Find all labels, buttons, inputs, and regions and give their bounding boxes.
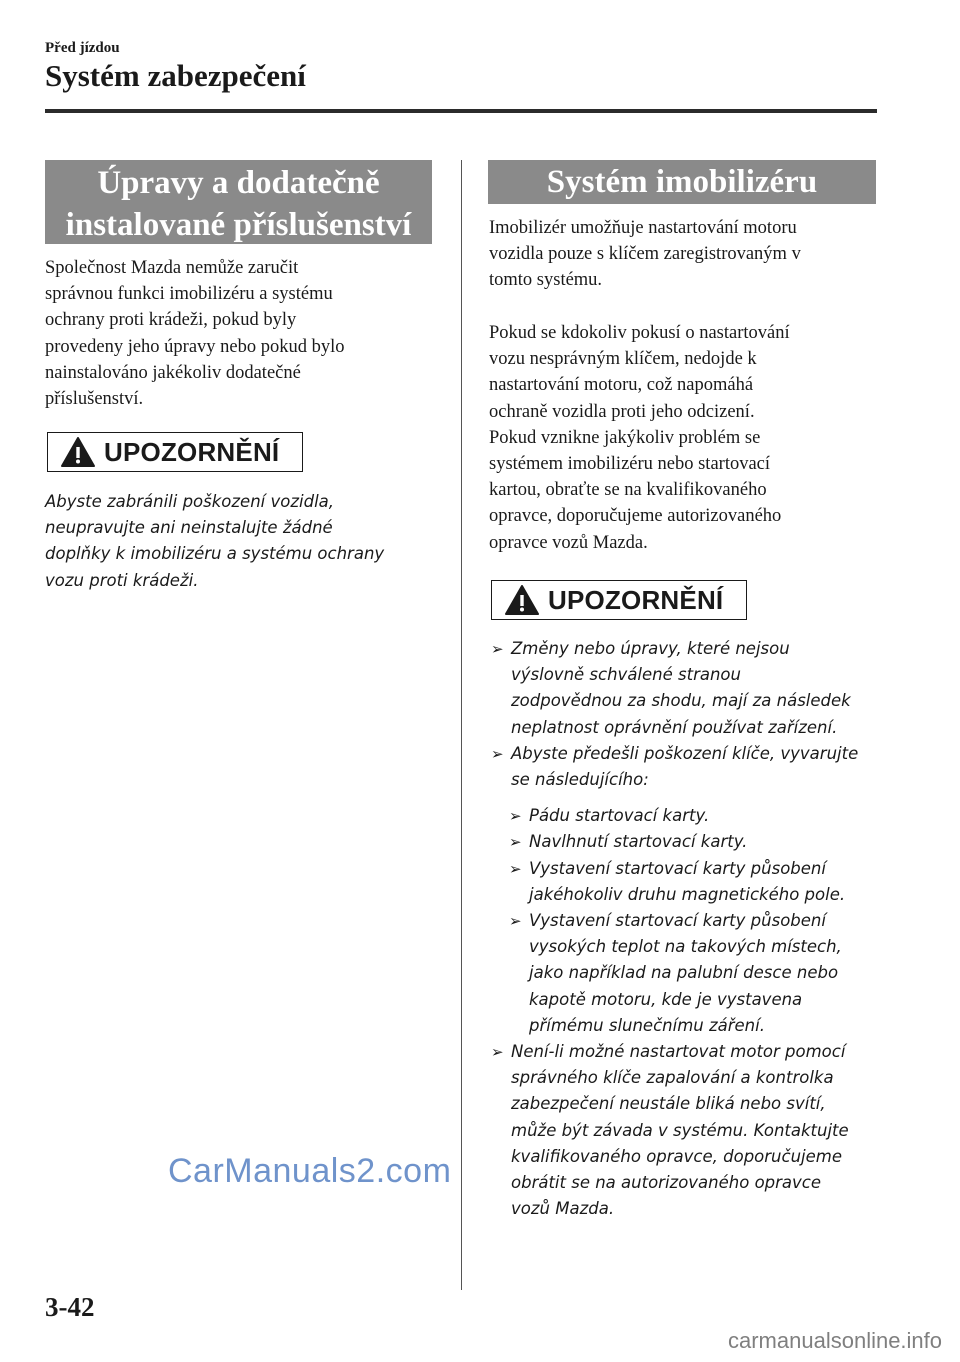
caution-bullet-list bbox=[491, 636, 886, 1222]
text-line: ochraně vozidla proti jeho odcizení. bbox=[489, 401, 755, 422]
text-line: jako například na palubní desce nebo bbox=[529, 963, 839, 983]
bullet-arrow-icon: ➢ bbox=[491, 640, 504, 658]
warning-icon bbox=[60, 436, 96, 468]
text-line: zodpovědnou za shodu, mají za následek bbox=[511, 691, 851, 711]
text-line: kartou, obraťte se na kvalifikovaného bbox=[489, 480, 767, 501]
bullet-arrow-icon: ➢ bbox=[509, 807, 522, 826]
text-line: provedeny jeho úpravy nebo pokud bylo bbox=[45, 336, 345, 357]
text-line: doplňky k imobilizéru a systému ochrany bbox=[45, 544, 385, 564]
sub-bullet-list bbox=[509, 803, 886, 1039]
text-line: vysokých teplot na takových místech, bbox=[529, 937, 842, 957]
text-line: Imobilizér umožňuje nastartování motoru bbox=[489, 218, 797, 238]
bullet-arrow-icon: ➢ bbox=[509, 912, 522, 931]
text-line: Abyste zabránili poškození vozidla, bbox=[45, 492, 335, 511]
text-line: Není-li možné nastartovat motor pomocí bbox=[511, 1042, 846, 1062]
column-divider bbox=[461, 160, 462, 1290]
bullet-arrow-icon: ➢ bbox=[491, 1043, 504, 1062]
text-line: neupravujte ani neinstalujte žádné bbox=[45, 518, 333, 538]
text-line: Pokud se kdokoliv pokusí o nastartování bbox=[489, 323, 790, 343]
caution-box-left bbox=[47, 432, 303, 472]
watermark-link[interactable]: CarManuals2.com bbox=[168, 1152, 452, 1190]
right-banner-title: Systém imobilizéru bbox=[546, 164, 818, 200]
text-line: zabezpečení neustále bliká nebo svítí, bbox=[511, 1094, 826, 1114]
text-line: správnou funkci imobilizéru a systému bbox=[45, 284, 333, 305]
bullet-arrow-icon: ➢ bbox=[509, 833, 522, 852]
text-line: vozů Mazda. bbox=[511, 1199, 615, 1219]
text-line: Vystavení startovací karty působení bbox=[529, 858, 826, 878]
text-line: kapotě motoru, kde je vystavena bbox=[529, 989, 803, 1009]
text-line: systémem imobilizéru nebo startovací bbox=[489, 454, 771, 475]
text-line: Abyste předešli poškození klíče, vyvarujte bbox=[511, 743, 859, 763]
text-line: Změny nebo úpravy, které nejsou bbox=[511, 639, 790, 658]
list-item bbox=[509, 829, 886, 855]
right-paragraph-1 bbox=[489, 215, 879, 294]
text-line: opravce, doporučujeme autorizovaného bbox=[489, 506, 782, 527]
bullet-arrow-icon: ➢ bbox=[491, 744, 504, 763]
right-paragraph-2 bbox=[489, 320, 879, 556]
left-banner-line-2: instalované příslušenství bbox=[65, 207, 412, 243]
page-title: Systém zabezpečení bbox=[45, 58, 306, 93]
text-line: může být závada v systému. Kontaktujte bbox=[511, 1120, 849, 1140]
list-item bbox=[491, 1039, 886, 1222]
text-line: neplatnost oprávnění používat zařízení. bbox=[511, 717, 838, 737]
list-item bbox=[509, 908, 886, 1039]
text-line: ochrany proti krádeži, pokud byly bbox=[45, 310, 297, 331]
text-line: Pokud vznikne jakýkoliv problém se bbox=[489, 427, 761, 448]
text-line: vozidla pouze s klíčem zaregistrovaným v bbox=[489, 244, 801, 265]
caution-label: UPOZORNĚNÍ bbox=[104, 436, 280, 467]
text-line: výslovně schválené stranou bbox=[511, 665, 741, 685]
text-line: kvalifikovaného opravce, doporučujeme bbox=[511, 1146, 842, 1166]
caution-box-right bbox=[491, 580, 747, 620]
text-line: Pádu startovací karty. bbox=[529, 806, 710, 826]
list-item bbox=[509, 803, 886, 829]
caution-label: UPOZORNĚNÍ bbox=[548, 584, 724, 615]
left-paragraph bbox=[45, 255, 445, 412]
text-line: jakéhokoliv druhu magnetického pole. bbox=[529, 884, 846, 904]
bullet-arrow-icon: ➢ bbox=[509, 859, 522, 878]
text-line: nastartování motoru, což napomáhá bbox=[489, 375, 754, 396]
right-section-banner bbox=[488, 160, 876, 204]
text-line: se následujícího: bbox=[511, 770, 649, 790]
list-item bbox=[509, 856, 886, 908]
text-line: Společnost Mazda nemůže zaručit bbox=[45, 258, 299, 278]
list-item bbox=[491, 636, 886, 741]
text-line: přímému slunečnímu záření. bbox=[529, 1015, 765, 1035]
text-line: příslušenství. bbox=[45, 389, 144, 410]
text-line: vozu nesprávným klíčem, nedojde k bbox=[489, 349, 757, 370]
text-line: vozu proti krádeži. bbox=[45, 570, 199, 590]
text-line: Navlhnutí startovací karty. bbox=[529, 832, 748, 852]
text-line: opravce vozů Mazda. bbox=[489, 532, 648, 553]
footer-site-link[interactable]: carmanualsonline.info bbox=[728, 1328, 943, 1353]
list-item bbox=[491, 741, 886, 793]
text-line: správného klíče zapalování a kontrolka bbox=[511, 1068, 834, 1088]
warning-icon bbox=[504, 584, 540, 616]
header-rule bbox=[45, 109, 877, 113]
text-line: tomto systému. bbox=[489, 270, 603, 291]
left-section-banner bbox=[45, 160, 432, 244]
text-line: Vystavení startovací karty působení bbox=[529, 911, 826, 931]
left-caution-text bbox=[45, 489, 445, 594]
page-number: 3-42 bbox=[45, 1292, 95, 1322]
text-line: obrátit se na autorizovaného opravce bbox=[511, 1173, 822, 1193]
section-label: Před jízdou bbox=[45, 40, 120, 56]
left-banner-line-1: Úpravy a dodatečně bbox=[97, 165, 380, 201]
text-line: nainstalováno jakékoliv dodatečné bbox=[45, 362, 301, 383]
